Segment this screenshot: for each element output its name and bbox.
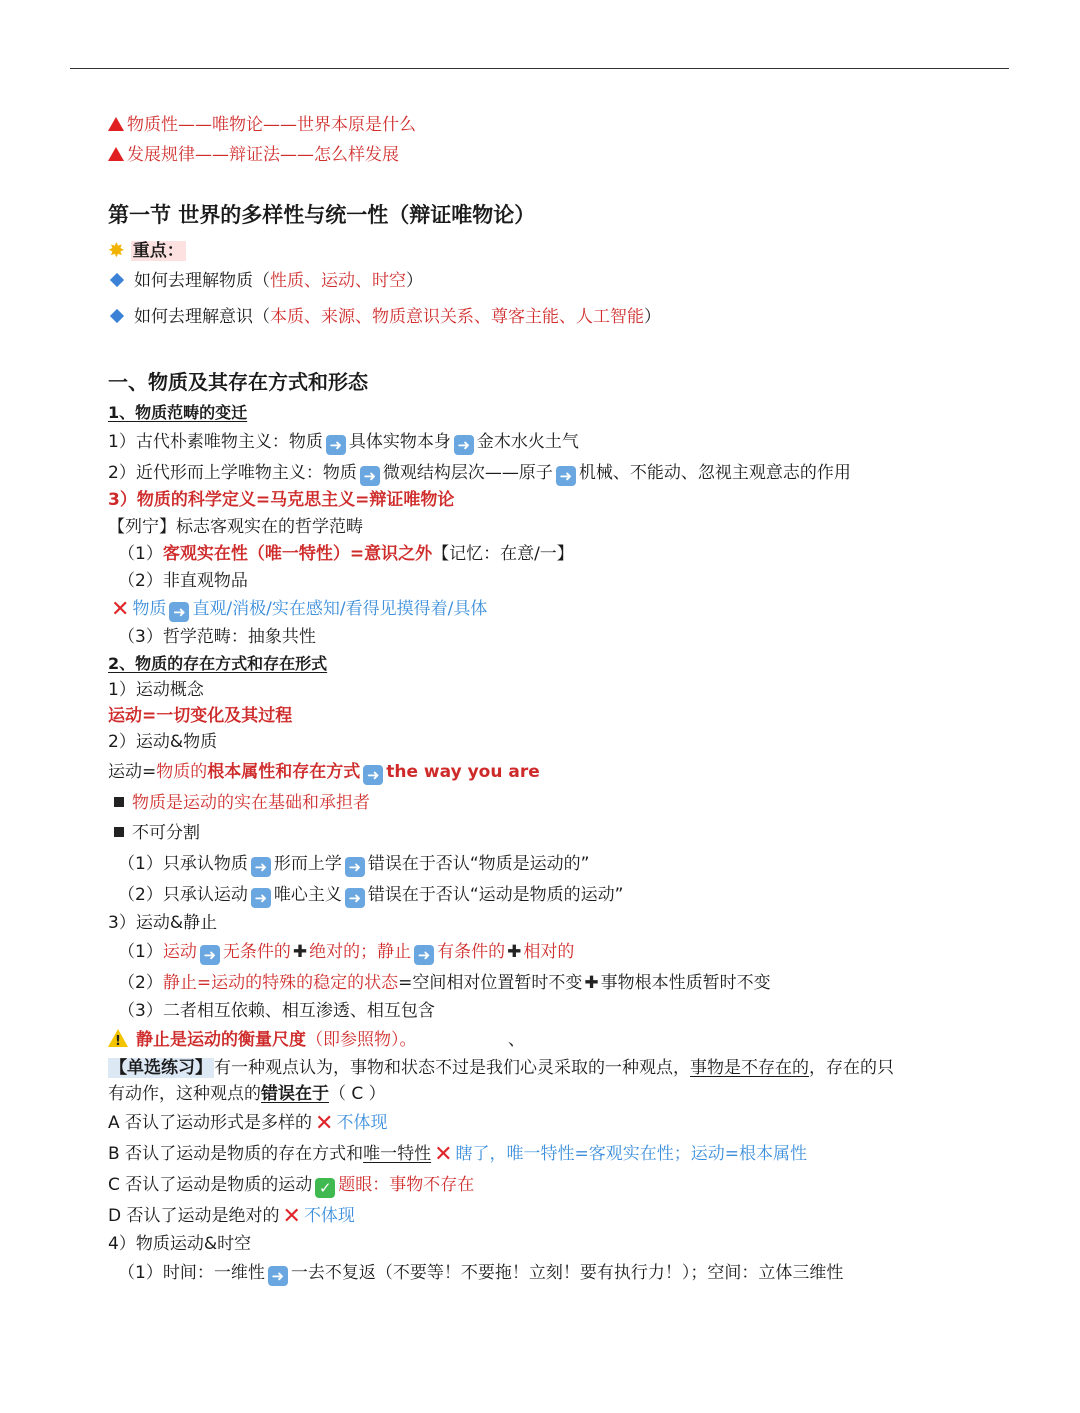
right-arrow-icon: ➜ bbox=[363, 765, 383, 785]
line-motion-rest: 3）运动&静止 bbox=[108, 913, 218, 933]
line-ancient: 1）古代朴素唯物主义：物质 ➜ 具体实物本身 ➜ 金木水火土气 bbox=[108, 432, 579, 454]
subheading-1: 1、物质范畴的变迁 bbox=[108, 403, 248, 422]
right-arrow-icon: ➜ bbox=[360, 466, 380, 486]
plus-icon: ✚ bbox=[292, 942, 308, 962]
intro-line-1: 物质性——唯物论——世界本原是什么 bbox=[108, 114, 416, 136]
exercise-line-2: 有动作，这种观点的错误在于（ C ） bbox=[108, 1084, 386, 1104]
intro-line-2: 发展规律——辩证法——怎么样发展 bbox=[108, 144, 399, 166]
line-lenin: 【列宁】标志客观实在的哲学范畴 bbox=[108, 517, 363, 537]
subheading-2: 2、物质的存在方式和存在形式 bbox=[108, 654, 328, 673]
line-modern: 2）近代形而上学唯物主义：物质 ➜ 微观结构层次——原子 ➜ 机械、不能动、忽视主观意志的作用 bbox=[108, 463, 851, 485]
bullet-inseparable: 不可分割 bbox=[108, 822, 200, 844]
line-spacetime: 4）物质运动&时空 bbox=[108, 1234, 252, 1254]
right-arrow-icon: ➜ bbox=[345, 857, 365, 877]
cross-icon: ✕ bbox=[434, 1142, 453, 1167]
top-rule bbox=[70, 68, 1009, 69]
right-arrow-icon: ➜ bbox=[251, 888, 271, 908]
key-point-2: 如何去理解意识（本质、来源、物质意识关系、尊客主能、人工智能） bbox=[108, 306, 661, 328]
key-points-heading: ✸ 重点： bbox=[108, 238, 184, 262]
right-arrow-icon: ➜ bbox=[345, 888, 365, 908]
option-b: B 否认了运动是物质的存在方式和唯一特性 ✕ 瞎了，唯一特性=客观实在性；运动=根本属性 bbox=[108, 1142, 808, 1167]
red-triangle-icon bbox=[108, 117, 124, 131]
right-arrow-icon: ➜ bbox=[556, 466, 576, 486]
line-warning: !静止是运动的衡量尺度（即参照物）。 、 bbox=[108, 1029, 525, 1051]
line-only-matter: （1）只承认物质 ➜ 形而上学 ➜ 错误在于否认“物质是运动的” bbox=[118, 854, 590, 876]
black-square-icon bbox=[114, 827, 124, 837]
right-arrow-icon: ➜ bbox=[326, 435, 346, 455]
line-motion-attribute: 运动=物质的根本属性和存在方式 ➜ the way you are bbox=[108, 762, 540, 784]
blue-diamond-icon bbox=[110, 309, 124, 323]
star-icon: ✸ bbox=[108, 238, 125, 262]
line-objective: （1）客观实在性（唯一特性）=意识之外【记忆：在意/一】 bbox=[118, 544, 574, 564]
line-motion-matter: 2）运动&物质 bbox=[108, 732, 218, 752]
right-arrow-icon: ➜ bbox=[414, 945, 434, 965]
check-icon: ✓ bbox=[315, 1178, 335, 1198]
black-square-icon bbox=[114, 797, 124, 807]
line-motion-def: 运动=一切变化及其过程 bbox=[108, 706, 293, 726]
line-time-space: （1）时间：一维性 ➜ 一去不复返（不要等！不要拖！立刻！要有执行力！）；空间：立体三维性 bbox=[118, 1263, 844, 1285]
right-arrow-icon: ➜ bbox=[200, 945, 220, 965]
right-arrow-icon: ➜ bbox=[169, 602, 189, 622]
part-title: 一、物质及其存在方式和形态 bbox=[108, 370, 368, 394]
line-abstract: （3）哲学范畴：抽象共性 bbox=[118, 627, 316, 647]
option-c: C 否认了运动是物质的运动 ✓ 题眼：事物不存在 bbox=[108, 1175, 475, 1197]
line-scientific: 3）物质的科学定义=马克思主义=辩证唯物论 bbox=[108, 490, 455, 510]
right-arrow-icon: ➜ bbox=[454, 435, 474, 455]
line-interdependence: （3）二者相互依赖、相互渗透、相互包含 bbox=[118, 1001, 435, 1021]
red-triangle-icon bbox=[108, 147, 124, 161]
line-motion-concept: 1）运动概念 bbox=[108, 680, 204, 700]
cross-icon: ✕ bbox=[315, 1111, 334, 1136]
blue-diamond-icon bbox=[110, 273, 124, 287]
line-rest-def: （2）静止=运动的特殊的稳定的状态=空间相对位置暂时不变 ✚ 事物根本性质暂时不变 bbox=[118, 973, 771, 993]
option-d: D 否认了运动是绝对的 ✕ 不体现 bbox=[108, 1204, 355, 1229]
section-title: 第一节 世界的多样性与统一性（辩证唯物论） bbox=[108, 203, 536, 227]
option-a: A 否认了运动形式是多样的 ✕ 不体现 bbox=[108, 1111, 388, 1136]
cross-icon: ✕ bbox=[282, 1204, 301, 1229]
warning-icon bbox=[108, 1029, 128, 1047]
exercise-line-1: 【单选练习】 有一种观点认为，事物和状态不过是我们心灵采取的一种观点，事物是不存在的，存在的只 bbox=[110, 1058, 894, 1078]
right-arrow-icon: ➜ bbox=[251, 857, 271, 877]
cross-icon: ✕ bbox=[111, 597, 130, 622]
plus-icon: ✚ bbox=[584, 973, 599, 993]
right-arrow-icon: ➜ bbox=[268, 1266, 288, 1286]
line-absolute-relative: （1）运动 ➜ 无条件的 ✚ 绝对的；静止 ➜ 有条件的 ✚ 相对的 bbox=[118, 942, 575, 964]
key-point-1: 如何去理解物质（性质、运动、时空） bbox=[108, 270, 423, 292]
bullet-carrier: 物质是运动的实在基础和承担者 bbox=[108, 792, 370, 814]
line-only-motion: （2）只承认运动 ➜ 唯心主义 ➜ 错误在于否认“运动是物质的运动” bbox=[118, 885, 624, 907]
line-wrong-matter: ✕ 物质 ➜ 直观/消极/实在感知/看得见摸得着/具体 bbox=[111, 597, 488, 622]
plus-icon: ✚ bbox=[507, 942, 522, 962]
line-non-intuitive: （2）非直观物品 bbox=[118, 571, 248, 591]
